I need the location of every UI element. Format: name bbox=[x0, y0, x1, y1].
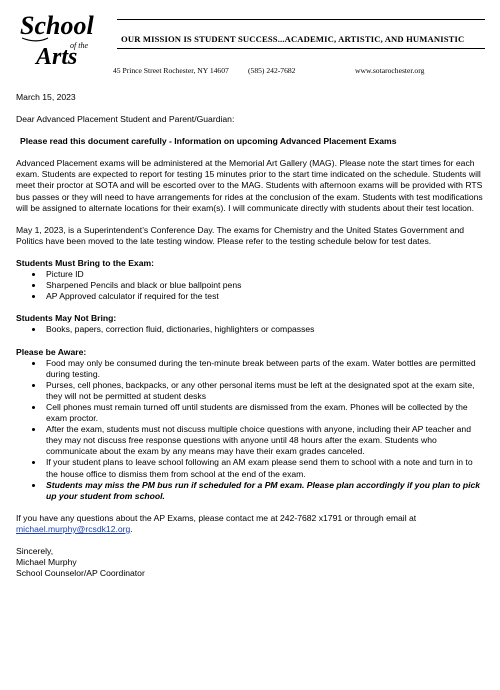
pm-bus-warning: • Students may miss the PM bus run if scheduled for a PM exam. Please plan accordingly if you plan to pick up your student from school. bbox=[44, 480, 486, 502]
be-aware-list bbox=[16, 358, 486, 502]
paragraph-schedule-change: May 1, 2023, is a Superintendent’s Conference Day. The exams for Chemistry and the United States Government and Politics have been moved to the late testing window. Please refer to the testing schedule below for test dates. bbox=[16, 224, 465, 246]
must-bring-heading: Students Must Bring to the Exam: bbox=[16, 257, 154, 268]
letterhead bbox=[12, 6, 492, 76]
signer-name: Michael Murphy bbox=[16, 557, 77, 568]
contact-text: If you have any questions about the AP Exams, please contact me at 242-7682 x1791 or through email at bbox=[16, 512, 417, 523]
list-item: • AP Approved calculator if required for the test bbox=[44, 291, 486, 302]
email-suffix: . bbox=[130, 523, 133, 534]
contact-paragraph bbox=[16, 513, 486, 535]
list-item: • Sharpened Pencils and black or blue ballpoint pens bbox=[44, 280, 486, 291]
school-phone: (585) 242-7682 bbox=[248, 66, 296, 75]
list-item: • Food may only be consumed during the ten-minute break between parts of the exam. Water bottles are permitted during testing. bbox=[44, 358, 486, 380]
notice-heading: Please read this document carefully - Information on upcoming Advanced Placement Exams bbox=[20, 136, 397, 147]
letter-body bbox=[16, 92, 486, 579]
letter-date: March 15, 2023 bbox=[16, 92, 76, 102]
school-address: 45 Prince Street Rochester, NY 14607 bbox=[113, 66, 229, 75]
closing bbox=[16, 546, 486, 579]
list-item: • Books, papers, correction fluid, dictionaries, highlighters or compasses bbox=[44, 324, 486, 335]
sign-off: Sincerely, bbox=[16, 546, 54, 556]
list-item: • If your student plans to leave school following an AM exam please send them to school with a note and turn in to the house office to dismiss them from school at the end of the exam. bbox=[44, 457, 486, 479]
mission-statement: OUR MISSION IS STUDENT SUCCESS...ACADEMIC, ARTISTIC, AND HUMANISTIC bbox=[121, 34, 465, 44]
svg-text:Arts: Arts bbox=[36, 44, 78, 68]
school-website[interactable]: www.sotarochester.org bbox=[355, 66, 425, 75]
may-not-bring-list bbox=[16, 324, 486, 335]
paragraph-location: Advanced Placement exams will be administered at the Memorial Art Gallery (MAG). Please note the start times for each exam. Students are expected to report for testing 15 minutes prior to the start time indicated on the schedule. Students will meet their proctor at SOTA and will be escorted over to the MAG. Students with afternoon exams will be provided with RTS bus passes or they will need to have arrangements for rides at the conclusion of the exam. Students with test modifications will be assigned to alternate locations for their exam(s). I will communicate directly with students about their test location. bbox=[16, 158, 483, 213]
may-not-bring-heading: Students May Not Bring: bbox=[16, 313, 117, 324]
list-item: • Purses, cell phones, backpacks, or any other personal items must be left at the designated spot at the exam site, they will not be permitted at student desks bbox=[44, 380, 486, 402]
list-item: • Picture ID bbox=[44, 269, 486, 280]
letterhead-rule-bottom bbox=[117, 48, 485, 49]
school-logo bbox=[18, 12, 106, 68]
letterhead-rule-top bbox=[117, 19, 485, 20]
be-aware-heading: Please be Aware: bbox=[16, 346, 87, 357]
must-bring-list bbox=[16, 269, 486, 302]
salutation: Dear Advanced Placement Student and Parent/Guardian: bbox=[16, 114, 235, 125]
svg-text:of the: of the bbox=[70, 41, 88, 50]
email-link[interactable]: michael.murphy@rcsdk12.org bbox=[16, 523, 131, 534]
list-item: • Cell phones must remain turned off until students are dismissed from the exam. Phones will be collected by the exam proctor. bbox=[44, 402, 486, 424]
signer-title: School Counselor/AP Coordinator bbox=[16, 568, 145, 579]
svg-text:School: School bbox=[20, 12, 94, 40]
list-item: • After the exam, students must not discuss multiple choice questions with anyone, including their AP teacher and they may not discuss free response questions with anyone until 48 hours after the exam. Students who communicate about the exam by any means may have their exam grades canceled. bbox=[44, 424, 486, 457]
